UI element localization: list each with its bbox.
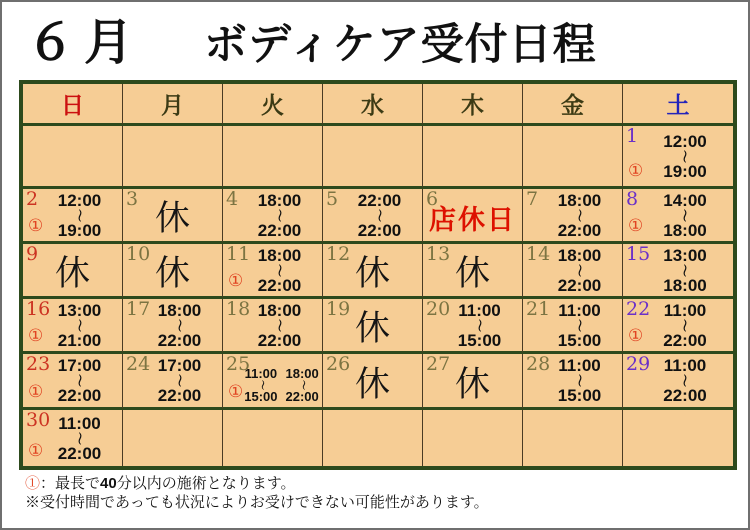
date-number: 16 (26, 298, 51, 320)
date-number: 14 (526, 243, 551, 265)
tilde-mark: 〜 (71, 373, 87, 388)
empty-cell (523, 126, 623, 189)
day-cell-24 (123, 354, 223, 410)
end-time: 22:00 (57, 386, 102, 405)
time-range (663, 192, 706, 239)
empty-cell (223, 410, 323, 466)
day-cell-28 (523, 354, 623, 410)
start-time: 11:00 (244, 365, 278, 381)
day-cell-10 (123, 244, 223, 299)
closed-label: 休 (354, 309, 390, 349)
end-time: 15:00 (244, 388, 278, 404)
closed-label: 休 (354, 254, 390, 294)
empty-cell (123, 126, 223, 189)
start-time: 22:00 (357, 190, 402, 210)
start-time: 18:00 (157, 300, 202, 320)
circled-one-icon: ① (228, 271, 244, 290)
time-range (58, 192, 101, 239)
day-cell-3 (123, 189, 223, 244)
day-cell-6 (423, 189, 523, 244)
circled-one-icon: ① (28, 326, 44, 345)
end-time: 19:00 (663, 161, 707, 181)
end-time: 15:00 (557, 386, 602, 405)
date-number: 26 (326, 353, 351, 375)
start-time: 12:00 (663, 131, 707, 151)
circled-one-icon: ① (25, 475, 41, 492)
circled-one-icon: ① (228, 382, 244, 401)
empty-cell (23, 126, 123, 189)
day-cell-14 (523, 244, 623, 299)
date-number: 23 (26, 353, 51, 375)
tilde-mark: 〜 (571, 263, 587, 277)
tilde-mark: 〜 (71, 431, 87, 445)
time-range (258, 247, 301, 294)
end-time: 22:00 (663, 386, 707, 405)
empty-cell (423, 126, 523, 189)
time-range (58, 415, 101, 462)
tilde-mark: 〜 (571, 373, 587, 388)
date-number: 28 (526, 353, 551, 375)
day-cell-9 (23, 244, 123, 299)
end-time: 22:00 (285, 388, 319, 404)
date-number: 25 (226, 353, 251, 375)
date-number: 21 (526, 298, 551, 320)
day-cell-30 (23, 410, 123, 466)
day-cell-23 (23, 354, 123, 410)
tilde-mark: 〜 (271, 318, 287, 332)
day-cell-8 (623, 189, 733, 244)
day-cell-11 (223, 244, 323, 299)
circled-one-icon: ① (628, 161, 644, 180)
day-cell-16 (23, 299, 123, 354)
time-range (258, 302, 301, 349)
date-number: 11 (226, 243, 251, 265)
day-cell-1 (623, 126, 733, 189)
month-label: ６月 (26, 13, 143, 71)
tilde-mark: 〜 (571, 208, 587, 222)
start-time: 11:00 (558, 300, 601, 320)
end-time: 22:00 (157, 386, 202, 405)
time-range (663, 302, 706, 349)
start-time: 12:00 (57, 190, 102, 210)
time-range (458, 302, 501, 349)
closed-label: 休 (154, 199, 190, 239)
time-range (663, 133, 706, 180)
start-time: 11:00 (558, 356, 601, 375)
footnote-1 (25, 474, 489, 493)
day-cell-25 (223, 354, 323, 410)
weekday-header-火: 火 (223, 84, 323, 126)
shop-holiday-label: 店休日 (429, 204, 516, 236)
time-range (558, 302, 601, 349)
end-time: 22:00 (257, 330, 302, 350)
date-number: 10 (126, 243, 151, 265)
time-range (358, 192, 401, 239)
date-number: 5 (326, 188, 339, 210)
empty-cell (523, 410, 623, 466)
empty-cell (323, 126, 423, 189)
weekday-header-土: 土 (623, 84, 733, 126)
end-time: 22:00 (57, 443, 102, 463)
footnote-1-text-b: 分以内の施術となります。 (116, 475, 296, 492)
date-number: 29 (626, 353, 651, 375)
start-time: 11:00 (663, 356, 707, 375)
date-number: 19 (326, 298, 351, 320)
time-range (58, 357, 101, 404)
circled-one-icon: ① (28, 382, 44, 401)
tilde-mark: 〜 (371, 208, 387, 222)
calendar-table (19, 80, 737, 470)
tilde-mark: 〜 (71, 318, 87, 332)
weekday-header-水: 水 (323, 84, 423, 126)
empty-cell (623, 410, 733, 466)
date-number: 8 (626, 188, 639, 210)
date-number: 1 (626, 125, 639, 147)
day-cell-26 (323, 354, 423, 410)
day-cell-13 (423, 244, 523, 299)
day-cell-20 (423, 299, 523, 354)
start-time: 18:00 (557, 245, 602, 265)
closed-label: 休 (454, 254, 490, 294)
day-cell-15 (623, 244, 733, 299)
time-range (663, 357, 706, 404)
start-time: 11:00 (58, 413, 101, 433)
time-range (286, 367, 319, 403)
day-cell-19 (323, 299, 423, 354)
tilde-mark: 〜 (677, 208, 693, 222)
start-time: 11:00 (458, 300, 501, 320)
end-time: 15:00 (457, 330, 502, 350)
date-number: 18 (226, 298, 251, 320)
footnote-1-number: 40 (100, 475, 117, 492)
start-time: 11:00 (663, 300, 707, 320)
schedule-heading: ボディケア受付日程 (204, 20, 597, 70)
day-cell-17 (123, 299, 223, 354)
date-number: 22 (626, 298, 651, 320)
time-range (58, 302, 101, 349)
end-time: 18:00 (663, 275, 707, 295)
day-cell-2 (23, 189, 123, 244)
day-cell-7 (523, 189, 623, 244)
start-time: 17:00 (57, 356, 102, 375)
day-cell-4 (223, 189, 323, 244)
end-time: 19:00 (57, 220, 102, 240)
empty-cell (123, 410, 223, 466)
time-range (258, 192, 301, 239)
tilde-mark: 〜 (677, 263, 693, 277)
footnote-1-text-a: ：最長で (40, 475, 101, 492)
empty-cell (323, 410, 423, 466)
end-time: 22:00 (257, 275, 302, 295)
closed-label: 休 (454, 364, 490, 405)
weekday-header-木: 木 (423, 84, 523, 126)
date-number: 13 (426, 243, 451, 265)
end-time: 15:00 (557, 330, 602, 350)
circled-one-icon: ① (28, 216, 44, 235)
end-time: 21:00 (57, 330, 102, 350)
date-number: 15 (626, 243, 651, 265)
date-number: 17 (126, 298, 151, 320)
end-time: 18:00 (663, 220, 707, 240)
closed-label: 休 (54, 254, 90, 294)
tilde-mark: 〜 (71, 208, 87, 222)
start-time: 17:00 (157, 356, 202, 375)
day-cell-21 (523, 299, 623, 354)
tilde-mark: 〜 (171, 318, 187, 332)
tilde-mark: 〜 (255, 379, 267, 390)
date-number: 2 (26, 188, 39, 210)
start-time: 18:00 (285, 365, 319, 381)
date-number: 7 (526, 188, 539, 210)
day-cell-12 (323, 244, 423, 299)
start-time: 13:00 (57, 300, 102, 320)
circled-one-icon: ① (628, 326, 644, 345)
day-cell-18 (223, 299, 323, 354)
circled-one-icon: ① (628, 216, 644, 235)
closed-label: 休 (354, 364, 390, 405)
time-range (158, 302, 201, 349)
empty-cell (223, 126, 323, 189)
tilde-mark: 〜 (271, 208, 287, 222)
date-number: 12 (326, 243, 351, 265)
date-number: 3 (126, 188, 139, 210)
tilde-mark: 〜 (677, 373, 693, 388)
weekday-header-金: 金 (523, 84, 623, 126)
weekday-header-日: 日 (23, 84, 123, 126)
date-number: 20 (426, 298, 451, 320)
start-time: 18:00 (257, 190, 302, 210)
day-cell-29 (623, 354, 733, 410)
tilde-mark: 〜 (571, 318, 587, 332)
tilde-mark: 〜 (171, 373, 187, 388)
start-time: 18:00 (257, 300, 302, 320)
start-time: 13:00 (663, 245, 707, 265)
date-number: 9 (26, 243, 39, 265)
tilde-mark: 〜 (677, 318, 693, 332)
time-range (558, 357, 601, 404)
day-cell-27 (423, 354, 523, 410)
circled-one-icon: ① (28, 441, 44, 460)
date-number: 27 (426, 353, 451, 375)
day-cell-5 (323, 189, 423, 244)
end-time: 22:00 (663, 330, 707, 350)
time-range (158, 357, 201, 404)
end-time: 22:00 (557, 275, 602, 295)
footnote-2: ※受付時間であっても状況によりお受けできない可能性があります。 (25, 494, 489, 511)
time-range (558, 192, 601, 239)
day-cell-22 (623, 299, 733, 354)
weekday-header-月: 月 (123, 84, 223, 126)
tilde-mark: 〜 (677, 149, 693, 163)
start-time: 18:00 (257, 245, 302, 265)
end-time: 22:00 (557, 220, 602, 240)
date-number: 6 (426, 188, 439, 210)
time-range (663, 247, 706, 294)
end-time: 22:00 (357, 220, 402, 240)
date-number: 24 (126, 353, 151, 375)
time-ranges (244, 367, 319, 403)
page-title (26, 4, 597, 74)
date-number: 30 (26, 409, 51, 431)
time-range (558, 247, 601, 294)
closed-label: 休 (154, 254, 190, 294)
start-time: 18:00 (557, 190, 602, 210)
tilde-mark: 〜 (271, 263, 287, 277)
empty-cell (423, 410, 523, 466)
tilde-mark: 〜 (471, 318, 487, 332)
start-time: 14:00 (663, 190, 707, 210)
footnotes (25, 474, 489, 512)
end-time: 22:00 (157, 330, 202, 350)
date-number: 4 (226, 188, 239, 210)
tilde-mark: 〜 (297, 379, 309, 390)
end-time: 22:00 (257, 220, 302, 240)
